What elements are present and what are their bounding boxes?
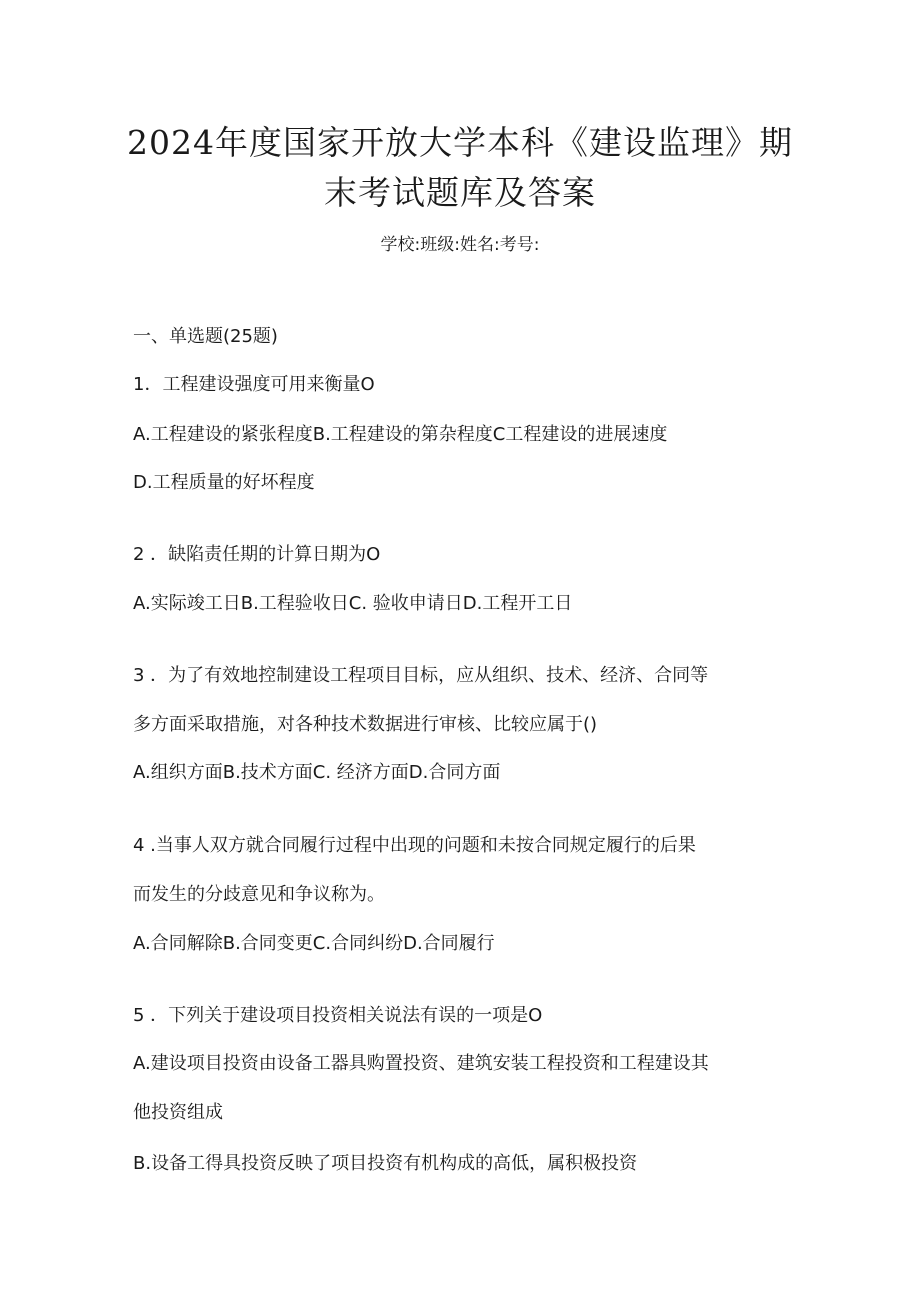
question-4-stem-line-1: 4 .当事人双方就合同履行过程中出现的问题和未按合同规定履行的后果 (133, 835, 696, 856)
question-4-options: A.合同解除B.合同变更C.合同纠纷D.合同履行 (133, 933, 495, 954)
question-4-stem-line-2: 而发生的分歧意见和争议称为。 (133, 884, 385, 905)
title-line-2: 末考试题库及答案 (324, 173, 596, 212)
title-line-1: 2024年度国家开放大学本科《建设监理》期 (127, 123, 793, 162)
question-5-option-a-line-2: 他投资组成 (133, 1102, 223, 1123)
question-2-stem: 2 ．缺陷责任期的计算日期为O (133, 544, 381, 565)
question-1-options-line-1: A.工程建设的紧张程度B.工程建设的第杂程度C工程建设的进展速度 (133, 424, 668, 445)
section-heading: 一、单选题(25题) (133, 326, 278, 347)
question-2-options: A.实际竣工日B.工程验收日C. 验收申请日D.工程开工日 (133, 593, 573, 614)
document-title (0, 118, 920, 218)
question-3-stem-line-1: 3 ．为了有效地控制建设工程项目目标，应从组织、技术、经济、合同等 (133, 665, 709, 686)
student-info-line (0, 234, 920, 256)
question-3-options: A.组织方面B.技术方面C. 经济方面D.合同方面 (133, 762, 501, 783)
question-5-option-a-line-1: A.建设项目投资由设备工器具购置投资、建筑安装工程投资和工程建设其 (133, 1053, 709, 1074)
class-label: 班级: (420, 235, 460, 255)
question-5-stem: 5 ．下列关于建设项目投资相关说法有误的一项是O (133, 1005, 543, 1026)
question-1-options-line-2: D.工程质量的好坏程度 (133, 472, 315, 493)
question-5-option-b: B.设备工得具投资反映了项目投资有机构成的高低，属积极投资 (133, 1153, 638, 1174)
school-label: 学校: (380, 235, 421, 255)
exam-number-label: 考号: (499, 235, 540, 255)
name-label: 姓名: (460, 235, 500, 255)
question-3-stem-line-2: 多方面采取措施，对各种技术数据进行审核、比较应属于() (133, 714, 598, 735)
question-1-stem: 1．工程建设强度可用来衡量O (133, 374, 375, 395)
